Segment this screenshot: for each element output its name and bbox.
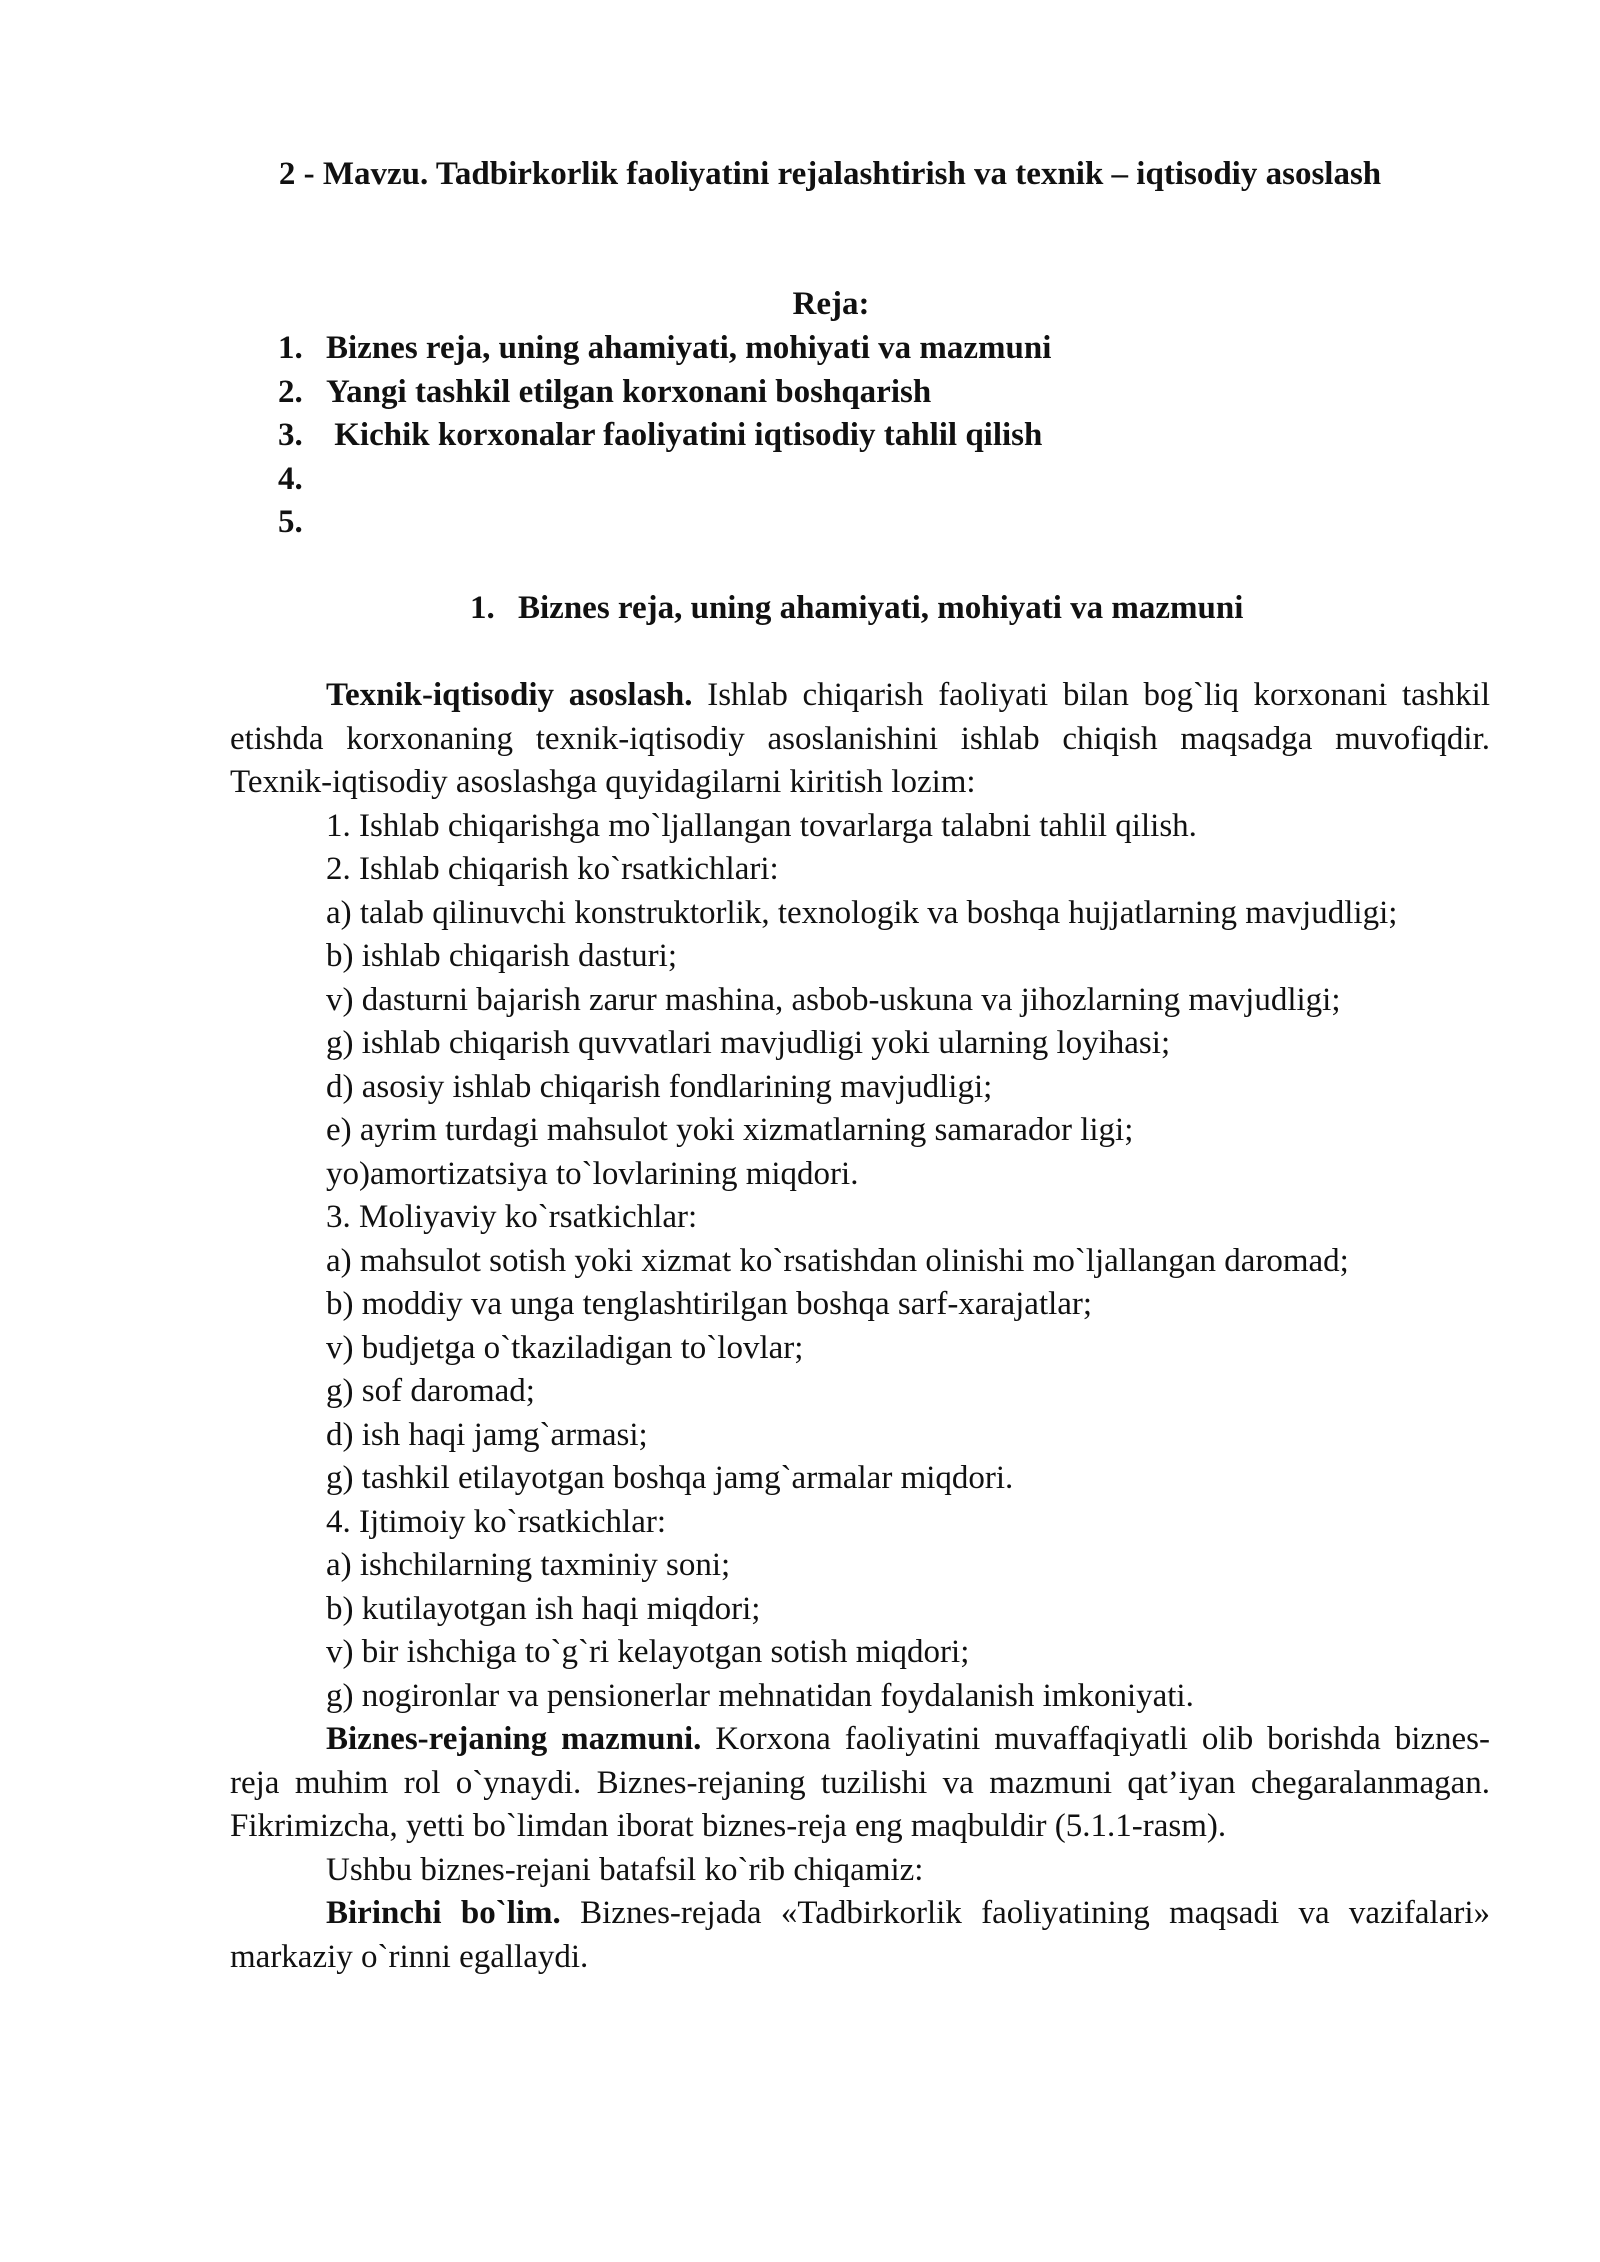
list-item: b) ishlab chiqarish dasturi; xyxy=(326,938,678,974)
intro-text: Ishlab chiqarish faoliyati bilan bog`liq korxonani tashkil etishda korxonaning texnik-iqtisodiy asoslanishini ishlab chiqish maqsadga muvofiqdir. Texnik-iqtisodiy asoslashga quyidagilarni kiritish lozim: xyxy=(230,677,1499,800)
plan-item-text: Biznes reja, uning ahamiyati, mohiyati va mazmuni xyxy=(326,330,1052,366)
plan-item xyxy=(278,458,1051,502)
document-title: 2 - Mavzu. Tadbirkorlik faoliyatini rejalashtirish va texnik – iqtisodiy asoslash xyxy=(278,156,1382,192)
list-item: g) nogironlar va pensionerlar mehnatidan foydalanish imkoniyati. xyxy=(326,1677,1194,1714)
plan-item xyxy=(278,414,1051,458)
list-item: g) tashkil etilayotgan boshqa jamg`armalar miqdori. xyxy=(326,1460,1014,1496)
plan-heading: Reja: xyxy=(792,286,870,322)
plan-item xyxy=(278,327,1051,371)
list-item: e) ayrim turdagi mahsulot yoki xizmatlarning samarador ligi; xyxy=(326,1112,1134,1148)
section-title xyxy=(470,587,1243,631)
list-item: 4. Ijtimoiy ko`rsatkichlar: xyxy=(326,1503,667,1540)
list-item: g) ishlab chiqarish quvvatlari mavjudligi yoki ularning loyihasi; xyxy=(326,1025,1171,1061)
list-item: v) dasturni bajarish zarur mashina, asbob-uskuna va jihozlarning mavjudligi; xyxy=(326,981,1341,1018)
body-text xyxy=(230,674,1499,1979)
plan-item-number: 2. xyxy=(278,373,303,410)
plan-item-number: 5. xyxy=(278,504,303,540)
list-item: a) ishchilarning taxminiy soni; xyxy=(326,1547,731,1583)
list-item: d) ish haqi jamg`armasi; xyxy=(326,1416,648,1453)
list-item: yo)amortizatsiya to`lovlarining miqdori. xyxy=(326,1155,859,1192)
plan-item-number: 1. xyxy=(278,330,303,366)
list-item: 2. Ishlab chiqarish ko`rsatkichlari: xyxy=(326,851,779,887)
list-item: g) sof daromad; xyxy=(326,1373,535,1409)
list-item: 1. Ishlab chiqarishga mo`ljallangan tovarlarga talabni tahlil qilish. xyxy=(326,807,1197,844)
section-number: 1. xyxy=(470,590,495,626)
plan-item-number: 3. xyxy=(278,417,303,453)
list-item: a) talab qilinuvchi konstruktorlik, texnologik va boshqa hujjatlarning mavjudligi; xyxy=(326,894,1398,931)
list-item: b) moddiy va unga tenglashtirilgan boshqa sarf-xarajatlar; xyxy=(326,1286,1093,1322)
content-lead: Biznes-rejaning mazmuni. xyxy=(326,1721,702,1757)
plan-item-number: 4. xyxy=(278,460,303,497)
plan-item xyxy=(278,371,1051,415)
list-item: v) budjetga o`tkaziladigan to`lovlar; xyxy=(326,1329,804,1366)
list-item: d) asosiy ishlab chiqarish fondlarining mavjudligi; xyxy=(326,1068,993,1105)
list-item: a) mahsulot sotish yoki xizmat ko`rsatishdan olinishi mo`ljallangan daromad; xyxy=(326,1242,1349,1279)
content-paragraph xyxy=(230,1718,1499,1849)
list-item: v) bir ishchiga to`g`ri kelayotgan sotish miqdori; xyxy=(326,1634,970,1670)
list-item: 3. Moliyaviy ko`rsatkichlar: xyxy=(326,1199,698,1235)
review-line: Ushbu biznes-rejani batafsil ko`rib chiqamiz: xyxy=(326,1851,924,1888)
first-section-lead: Birinchi bo`lim. xyxy=(326,1895,561,1931)
plan-item xyxy=(278,501,1051,545)
content-text: Korxona faoliyatini muvaffaqiyatli olib borishda biznes-reja muhim rol o`ynaydi. Biznes-rejaning tuzilishi va mazmuni qat’iyan chegaralanmagan. Fikrimizcha, yetti bo`limdan iborat biznes-reja eng maqbuldir (5.1.1-rasm). xyxy=(230,1721,1499,1844)
plan-item-text: Yangi tashkil etilgan korxonani boshqarish xyxy=(326,373,932,410)
plan-list xyxy=(278,327,1051,545)
intro-lead: Texnik-iqtisodiy asoslash. xyxy=(326,677,693,713)
plan-item-text: Kichik korxonalar faoliyatini iqtisodiy tahlil qilish xyxy=(326,417,1043,453)
section-title-text: Biznes reja, uning ahamiyati, mohiyati va mazmuni xyxy=(518,590,1244,626)
first-section-paragraph xyxy=(230,1892,1499,1979)
first-section-text: Biznes-rejada «Tadbirkorlik faoliyatining maqsadi va vazifalari» markaziy o`rinni egallaydi. xyxy=(230,1895,1499,1975)
intro-paragraph xyxy=(230,674,1499,805)
list-item: b) kutilayotgan ish haqi miqdori; xyxy=(326,1590,761,1627)
